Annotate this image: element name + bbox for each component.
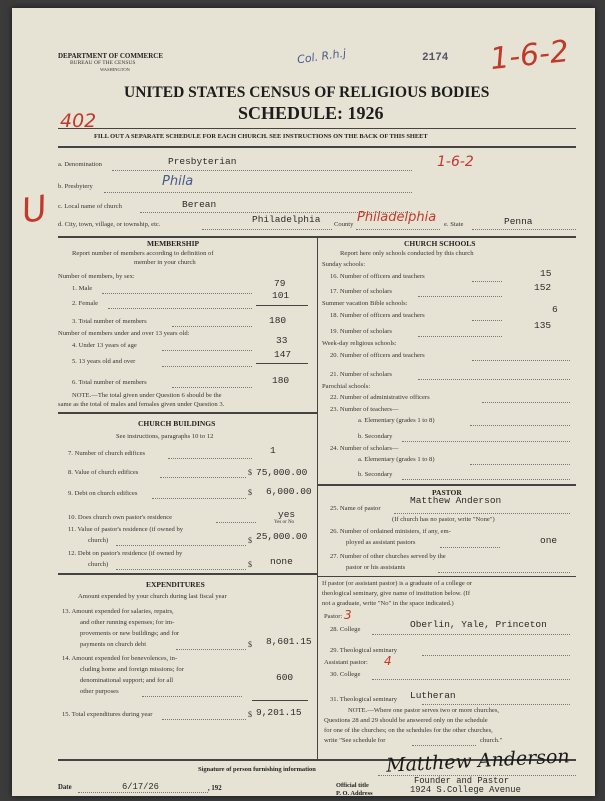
q5-value: 147	[274, 349, 292, 360]
dotted-line	[418, 296, 502, 297]
dotted-line	[112, 170, 412, 171]
dotted-line	[162, 350, 252, 351]
q23-label: 23. Number of teachers—	[330, 406, 399, 413]
q8-value: 75,000.00	[256, 467, 308, 478]
pastor-label: Pastor:	[324, 613, 343, 620]
q17-label: 17. Number of scholars	[330, 288, 392, 295]
q11-label: 11. Value of pastor's residence (if owned by	[68, 526, 184, 533]
dotted-line	[162, 366, 252, 367]
q24a-label: a. Elementary (grades 1 to 8)	[358, 456, 435, 463]
city-value: Philadelphia	[252, 214, 321, 225]
sunday-schools-label: Sunday schools:	[322, 261, 366, 268]
q4-label: 4. Under 13 years of age	[72, 342, 137, 349]
q9-label: 9. Debt on church edifices	[68, 490, 138, 497]
rule	[58, 128, 576, 129]
q7-label: 7. Number of church edifices	[68, 450, 146, 457]
q26-label-2: ployed as assistant pastors	[346, 539, 416, 546]
county-label: County	[334, 221, 354, 228]
pastor-note-2: Questions 28 and 29 should be answered only on the schedule	[324, 717, 488, 724]
q1-value: 79	[274, 278, 286, 289]
pastor-note: NOTE.—Where one pastor serves two or more churches,	[348, 707, 500, 714]
handwritten-assistant-mark: 4	[384, 654, 392, 668]
q31-value: Lutheran	[410, 690, 456, 701]
dotted-line	[168, 458, 252, 459]
q6-value: 180	[272, 375, 290, 386]
q2-value: 101	[272, 290, 290, 301]
parochial-schools-label: Parochial schools:	[322, 383, 371, 390]
q5-label: 5. 13 years old and over	[72, 358, 136, 365]
date-year-suffix: , 192	[208, 785, 222, 792]
graduate-intro-2: theological seminary, give name of institution below. (If	[322, 590, 471, 597]
rule	[256, 305, 308, 306]
graduate-intro-3: not a graduate, write "No" in the space indicated.)	[322, 600, 454, 607]
schools-intro: Report here only schools conducted by this church	[340, 250, 474, 257]
dotted-line	[472, 320, 502, 321]
q12-label-2: church)	[88, 561, 109, 568]
column-divider	[317, 236, 318, 759]
dotted-line	[372, 679, 570, 680]
handwritten-pastor-mark: 3	[344, 608, 352, 622]
q1-label: 1. Male	[72, 285, 93, 292]
dollar-sign: $	[248, 468, 252, 477]
buildings-intro: See instructions, paragraphs 10 to 12	[116, 433, 214, 440]
date-label: Date	[58, 784, 72, 791]
print-number: 11—9064d	[128, 796, 148, 801]
dotted-line	[116, 545, 246, 546]
handwritten-code-denomination: 1-6-2	[437, 154, 474, 170]
dollar-sign: $	[248, 488, 252, 497]
official-title-label: Official title	[336, 782, 369, 789]
dollar-sign: $	[248, 536, 252, 545]
dotted-line	[160, 477, 246, 478]
census-form-sheet	[12, 8, 595, 801]
form-subtitle: FILL OUT A SEPARATE SCHEDULE FOR EACH CHURCH. SEE INSTRUCTIONS ON THE BACK OF THIS SHEET	[94, 133, 428, 140]
dotted-line	[102, 293, 252, 294]
handwritten-code-topright: 1-6-2	[488, 33, 571, 78]
q8-label: 8. Value of church edifices	[68, 469, 139, 476]
q9-value: 6,000.00	[266, 486, 312, 497]
dotted-line	[216, 522, 256, 523]
bureau-name: BUREAU OF THE CENSUS	[70, 60, 136, 66]
q10-value: yes	[278, 509, 296, 520]
buildings-title: CHURCH BUILDINGS	[138, 419, 216, 428]
q7-value: 1	[270, 445, 276, 456]
rule	[317, 484, 576, 486]
q14-label: 14. Amount expended for benevolences, in-	[62, 655, 178, 662]
date-value: 6/17/26	[122, 782, 159, 792]
city-header: WASHINGTON	[100, 67, 130, 72]
dollar-sign: $	[248, 560, 252, 569]
q11-value: 25,000.00	[256, 531, 308, 542]
dotted-line	[440, 547, 500, 548]
q15-label: 15. Total expenditures during year	[62, 711, 153, 718]
q21-label: 21. Number of scholars	[330, 371, 392, 378]
official-title-value: Founder and Pastor	[414, 776, 510, 786]
dollar-sign: $	[248, 710, 252, 719]
pastor-note-3: for one of the churches; on the schedules for the other churches,	[324, 727, 493, 734]
city-label: d. City, town, village, or township, etc.	[58, 221, 161, 228]
rule	[256, 363, 308, 364]
q27-label-2: pastor or his assistants	[346, 564, 406, 571]
assistant-pastor-label: Assistant pastor:	[324, 659, 368, 666]
handwritten-note-top: Col. R.h.j	[296, 46, 347, 67]
dotted-line	[104, 192, 412, 193]
pastor-note-4: write "See schedule for	[324, 737, 386, 744]
yes-no-caption: Yes or No	[274, 520, 295, 525]
q23b-label: b. Secondary	[358, 433, 393, 440]
rule	[317, 576, 576, 577]
dotted-line	[438, 572, 570, 573]
q12-value: none	[270, 556, 293, 567]
dotted-line	[482, 402, 570, 403]
q25-note: (If church has no pastor, write "None")	[392, 516, 495, 523]
q31-label: 31. Theological seminary	[330, 696, 398, 703]
dotted-line	[402, 441, 570, 442]
q13-label: 13. Amount expended for salaries, repairs,	[62, 608, 174, 615]
address-value: 1924 S.College Avenue	[410, 785, 521, 795]
state-label: e. State	[444, 221, 464, 228]
q17-value: 152	[534, 282, 552, 293]
q20-label: 20. Number of officers and teachers	[330, 352, 425, 359]
weekday-schools-label: Week-day religious schools:	[322, 340, 397, 347]
q14-label-2: cluding home and foreign missions; for	[80, 666, 184, 673]
membership-note-2: same as the total of males and females given under Question 3.	[58, 401, 225, 408]
form-number: 8—5518 a	[70, 796, 89, 801]
handwritten-number-402: 402	[60, 110, 97, 132]
denomination-label: a. Denomination	[58, 161, 102, 168]
q11-label-2: church)	[88, 537, 109, 544]
dotted-line	[422, 655, 570, 656]
q15-value: 9,201.15	[256, 707, 302, 718]
presbytery-value: Phila	[162, 174, 194, 189]
age-header: Number of members under and over 13 years old:	[58, 330, 190, 337]
q14-label-3: denominational support; and for all	[80, 677, 174, 684]
dotted-line	[152, 498, 246, 499]
county-value: Philadelphia	[357, 210, 437, 225]
dotted-line	[356, 229, 440, 230]
q6-label: 6. Total number of members	[72, 379, 147, 386]
q18-value: 6	[552, 304, 558, 315]
q22-label: 22. Number of administrative officers	[330, 394, 430, 401]
dept-name: DEPARTMENT OF COMMERCE	[58, 52, 164, 60]
membership-note: NOTE.—The total given under Question 6 should be the	[72, 392, 222, 399]
q3-label: 3. Total number of members	[72, 318, 147, 325]
membership-intro-2: member in your church	[134, 259, 196, 266]
graduate-intro: If pastor (or assistant pastor) is a graduate of a college or	[322, 580, 472, 587]
dotted-line	[202, 229, 332, 230]
dotted-line	[176, 649, 246, 650]
denomination-value: Presbyterian	[168, 156, 237, 167]
pastor-note-5: church."	[480, 737, 503, 744]
dotted-line	[108, 308, 252, 309]
membership-intro: Report number of members according to definition of	[72, 250, 214, 257]
address-label: P. O. Address	[336, 790, 373, 797]
q29-label: 29. Theological seminary	[330, 647, 398, 654]
q13-label-4: payments on church debt	[80, 641, 147, 648]
q13-label-3: provements or new buildings; and for	[80, 630, 180, 637]
q16-label: 16. Number of officers and teachers	[330, 273, 425, 280]
presbytery-label: b. Presbytery	[58, 183, 93, 190]
dotted-line	[470, 464, 570, 465]
q19-value: 135	[534, 320, 552, 331]
q27-label: 27. Number of other churches served by the	[330, 553, 446, 560]
q13-value: 8,601.15	[266, 636, 312, 647]
expenditures-intro: Amount expended by your church during last fiscal year	[78, 593, 227, 600]
membership-title: MEMBERSHIP	[147, 239, 200, 248]
rule	[58, 573, 317, 575]
summer-schools-label: Summer vacation Bible schools:	[322, 300, 408, 307]
dotted-line	[116, 569, 246, 570]
dotted-line	[372, 634, 570, 635]
dollar-sign: $	[248, 640, 252, 649]
dotted-line	[422, 704, 570, 705]
dotted-line	[402, 479, 570, 480]
q16-value: 15	[540, 268, 552, 279]
by-sex-label: Number of members, by sex:	[58, 273, 135, 280]
q24b-label: b. Secondary	[358, 471, 393, 478]
dotted-line	[418, 379, 570, 380]
serial-number: 2174	[422, 52, 449, 64]
dotted-line	[172, 326, 252, 327]
handwritten-mark-left: U	[18, 188, 51, 232]
dotted-line	[162, 719, 246, 720]
q19-label: 19. Number of scholars	[330, 328, 392, 335]
church-name-label: c. Local name of church	[58, 203, 122, 210]
schedule-title: SCHEDULE: 1926	[238, 103, 384, 123]
rule	[252, 700, 308, 701]
q24-label: 24. Number of scholars—	[330, 445, 399, 452]
form-title: UNITED STATES CENSUS OF RELIGIOUS BODIES	[124, 84, 490, 101]
q2-label: 2. Female	[72, 300, 99, 307]
dotted-line	[142, 696, 242, 697]
rule	[58, 146, 576, 148]
state-value: Penna	[504, 216, 533, 227]
q14-label-4: other purposes	[80, 688, 119, 695]
pastor-title: PASTOR	[432, 488, 462, 497]
dotted-line	[418, 336, 502, 337]
q28-value: Oberlin, Yale, Princeton	[410, 619, 547, 630]
schools-title: CHURCH SCHOOLS	[404, 239, 476, 248]
q3-value: 180	[269, 315, 287, 326]
q25-label: 25. Name of pastor	[330, 505, 381, 512]
q13-label-2: and other running expenses; for im-	[80, 619, 175, 626]
q26-label: 26. Number of ordained ministers, if any, em-	[330, 528, 451, 535]
dotted-line	[472, 281, 502, 282]
q28-label: 28. College	[330, 626, 361, 633]
dotted-line	[412, 745, 476, 746]
dotted-line	[470, 425, 570, 426]
rule	[58, 412, 317, 414]
church-name-value: Berean	[182, 199, 217, 210]
q18-label: 18. Number of officers and teachers	[330, 312, 425, 319]
q30-label: 30. College	[330, 671, 361, 678]
q14-value: 600	[276, 672, 294, 683]
q4-value: 33	[276, 335, 288, 346]
pastor-name-value: Matthew Anderson	[410, 495, 502, 506]
q23a-label: a. Elementary (grades 1 to 8)	[358, 417, 435, 424]
signature-value: Matthew Anderson	[385, 745, 571, 777]
expenditures-title: EXPENDITURES	[146, 580, 205, 589]
signature-label: Signature of person furnishing information	[198, 766, 316, 773]
dotted-line	[172, 387, 252, 388]
dotted-line	[78, 792, 208, 793]
q26-value: one	[540, 535, 558, 546]
dotted-line	[472, 360, 570, 361]
dotted-line	[472, 229, 576, 230]
q10-label: 10. Does church own pastor's residence	[68, 514, 173, 521]
q12-label: 12. Debt on pastor's residence (if owned by	[68, 550, 183, 557]
dotted-line	[394, 513, 570, 514]
